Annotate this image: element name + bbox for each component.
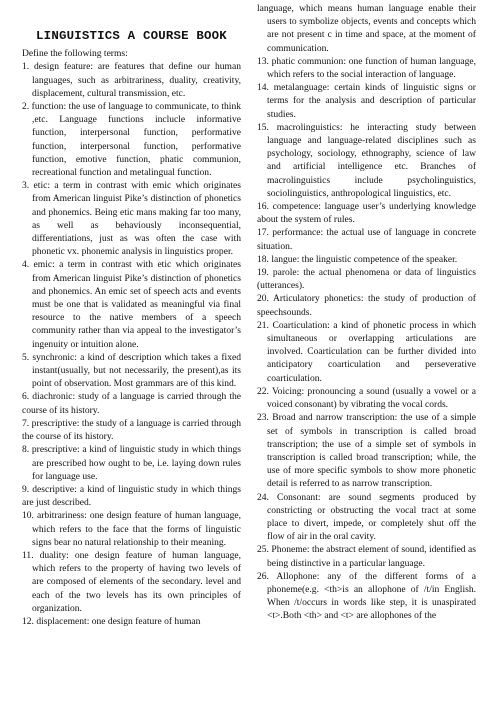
definition-entry: 12. displacement: one design feature of human [22, 615, 201, 627]
definition-entry: 22. Voicing: pronouncing a sound (usually a vowel or a voiced consonant) by vibrating the vocal cords. [257, 385, 476, 411]
definition-entry: 1. design feature: are features that define our human languages, such as arbitrariness, duality, creativity, displacement, cultural transmission, etc. [22, 61, 241, 99]
definition-entry: 15. macrolinguistics: he interacting study between language and language-related disciplines such as psychology, sociology, ethnography, science of law and artificial intelligence etc. Branches of macrolinguistics include psycholinguistics, sociolinguistics, anthropological linguistics, etc. [257, 121, 476, 199]
definition-entry: 8. prescriptive: a kind of linguistic study in which things are prescribed how ought to be, i.e. laying down rules for language use. [22, 444, 241, 482]
definition-entry: 18. langue: the linguistic competence of the speaker. [257, 253, 458, 265]
left-column [22, 0, 241, 628]
document-title: LINGUISTICS A COURSE BOOK [36, 29, 227, 43]
definition-entry: 26. Allophone: any of the different forms of a phoneme(e.g. <th>is an allophone of /t/in English. When /t/occurs in words like step, it is unaspirated <t>.Both <th> and <t> are allophones of the [257, 570, 476, 622]
right-entry-list [257, 2, 476, 623]
definition-entry: 21. Coarticulation: a kind of phonetic process in which simultaneous or overlapping articulations are involved. Coarticulation can be further divided into anticipatory coarticulation and perseverative coarticulation. [257, 319, 476, 384]
intro-line: Define the following terms: [22, 48, 128, 60]
definition-entry: 16. competence: language user’s underlying knowledge about the system of rules. [257, 201, 476, 226]
definition-entry: 20. Articulatory phonetics: the study of production of speechsounds. [257, 293, 476, 318]
definition-entry: 7. prescriptive: the study of a language is carried through the course of its history. [22, 417, 241, 443]
definition-entry: 25. Phoneme: the abstract element of sound, identified as being distinctive in a particular language. [257, 544, 476, 569]
definition-entry: 13. phatic communion: one function of human language, which refers to the social interaction of language. [257, 55, 476, 81]
definition-entry: 5. synchronic: a kind of description which takes a fixed instant(usually, but not necessarily, the present),as its point of observation. Most grammars are of this kind. [22, 351, 241, 390]
definition-entry: 6. diachronic: study of a language is carried through the course of its history. [22, 391, 241, 416]
definition-entry: 10. arbitrariness: one design feature of human language, which refers to the face that the forms of linguistic signs bear no natural relationship to their meaning. [22, 510, 241, 548]
definition-entry: 24. Consonant: are sound segments produced by constricting or obstructing the vocal tract at some place to divert, impede, or completely shut off the flow of air in the oral cavity. [257, 491, 476, 543]
definition-entry: 19. parole: the actual phenomena or data of linguistics (utterances). [257, 267, 476, 292]
left-entry-list [22, 60, 241, 628]
definition-entry: 14. metalanguage: certain kinds of linguistic signs or terms for the analysis and description of particular studies. [257, 82, 476, 120]
definition-entry: 3. etic: a term in contrast with emic which originates from American linguist Pike’s distinction of phonetics and phonemics. Being etic mans making far too many, as well as behaviously inconsequential, differentiations, just as was often the case with phonetic vx. phonemic analysis in linguistics proper. [22, 180, 241, 258]
definition-entry: 11. duality: one design feature of human language, which refers to the property of having two levels of are composed of elements of the secondary. level and each of the two levels has its own principles of organization. [22, 549, 241, 614]
definition-entry: 17. performance: the actual use of language in concrete situation. [257, 227, 476, 252]
definition-entry: 2. function: the use of language to communicate, to think ,etc. Language functions inclucle informative function, interpersonal function, performative function, interpersonal function, performative function, emotive function, phatic communion, recreational function and metalingual function. [22, 101, 241, 179]
right-column [257, 2, 476, 623]
definition-entry: 4. emic: a term in contrast with etic which originates from American linguist Pike’s distinction of phonetics and phonemics. An emic set of speech acts and events must be one that is validated as meaningful via final resource to the native members of a speech community rather than via appeal to the investigator’s ingenuity or intuition alone. [22, 259, 241, 350]
definition-entry: language, which means human language enable their users to symbolize objects, events and concepts which are not present c in time and space, at the moment of communication. [257, 3, 476, 54]
definition-entry: 9. descriptive: a kind of linguistic study in which things are just described. [22, 483, 241, 509]
definition-entry: 23. Broad and narrow transcription: the use of a simple set of symbols in transcription is called broad transcription; the use of a simple set of symbols in transcription is called broad transcription; while, the use of more specific symbols to show more phonetic detail is referred to as narrow transcription. [257, 412, 476, 490]
